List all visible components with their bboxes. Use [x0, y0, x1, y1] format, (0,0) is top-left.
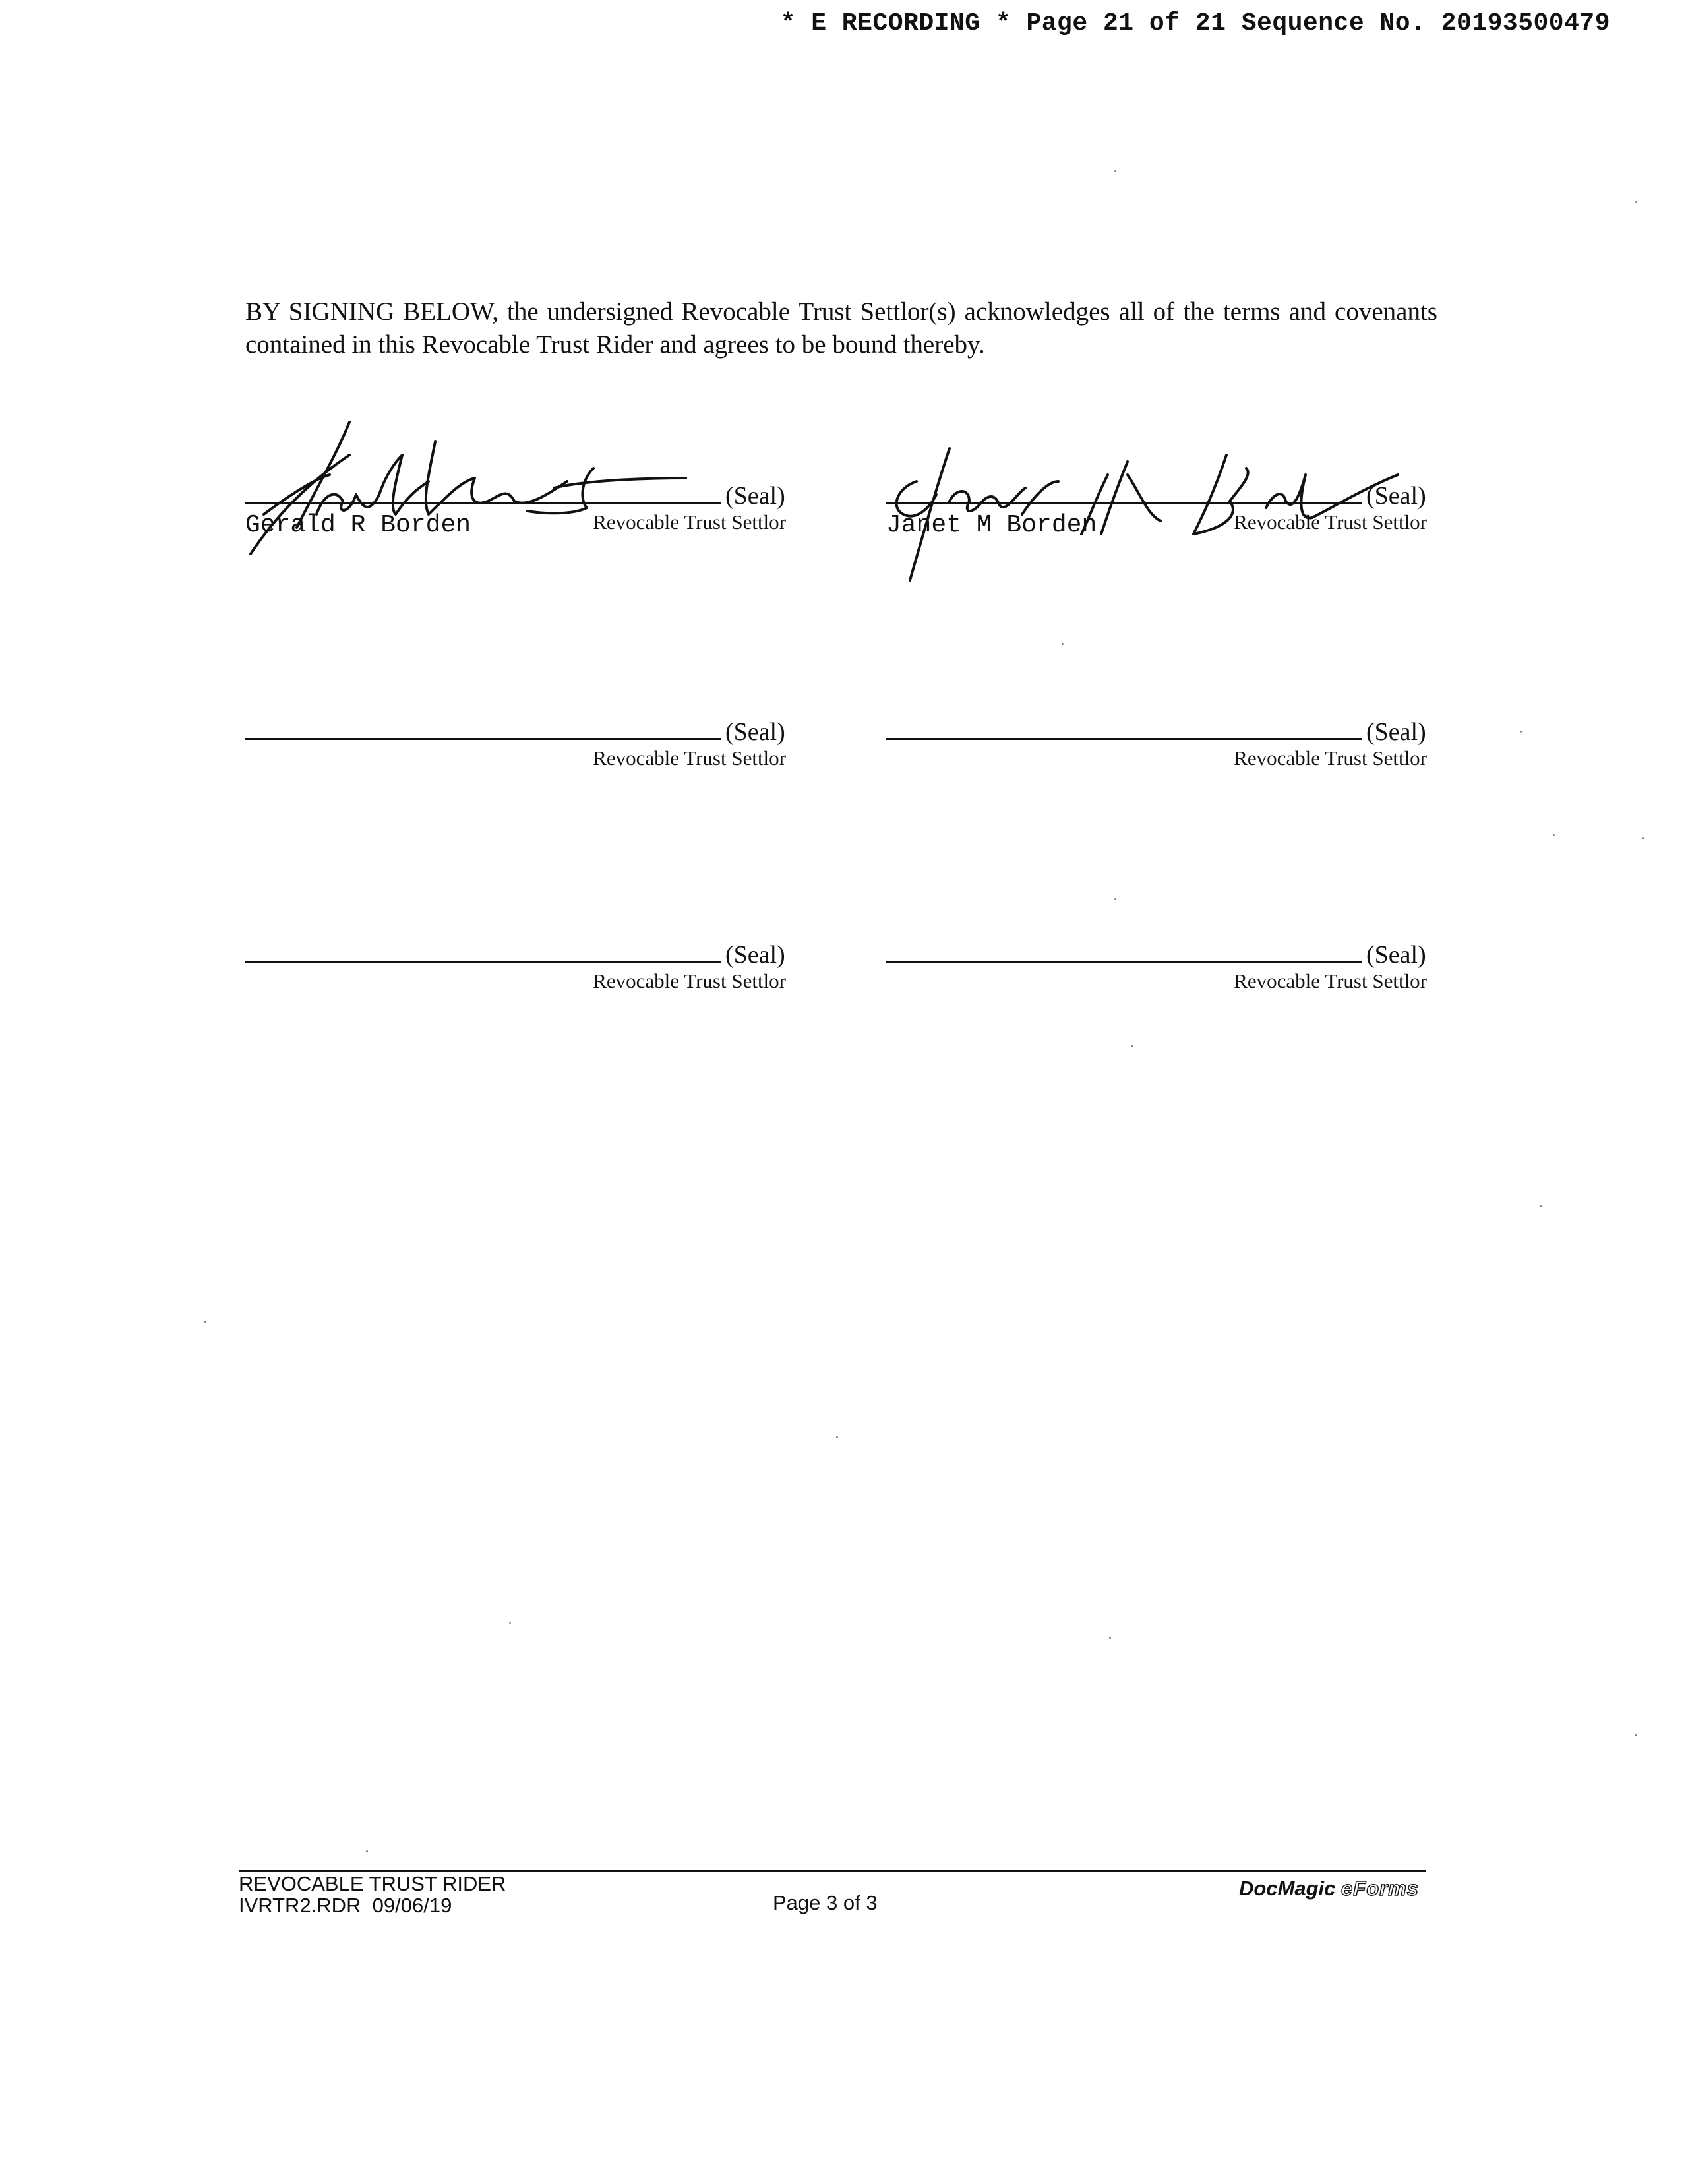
seal-label: (Seal)	[725, 482, 785, 510]
scan-speck	[1540, 1205, 1542, 1207]
scan-speck	[366, 1850, 368, 1852]
settlor-role-label: Revocable Trust Settlor	[593, 969, 786, 992]
scan-speck	[1114, 170, 1116, 172]
scan-speck	[1635, 201, 1637, 203]
footer-form-info	[239, 1873, 506, 1916]
scan-speck	[1109, 1637, 1111, 1639]
brand-name: DocMagic	[1238, 1877, 1336, 1900]
scan-speck	[509, 1622, 511, 1624]
signature-block-4	[886, 699, 1433, 791]
signature-block-3	[245, 699, 793, 791]
scan-speck	[1520, 731, 1522, 733]
scan-speck	[836, 1436, 838, 1438]
scan-speck	[1062, 643, 1064, 645]
settlor-role-label: Revocable Trust Settlor	[1234, 969, 1427, 992]
signature-line[interactable]	[886, 738, 1362, 740]
form-title: REVOCABLE TRUST RIDER	[239, 1872, 506, 1895]
seal-label: (Seal)	[1366, 482, 1426, 510]
signature-block-5	[245, 922, 793, 1014]
settlor-name: Janet M Borden	[886, 511, 1097, 539]
brand-suffix: eForms	[1341, 1877, 1419, 1900]
scan-speck	[1131, 1045, 1133, 1047]
seal-label: (Seal)	[1366, 718, 1426, 746]
page-number: Page 3 of 3	[773, 1891, 878, 1914]
settlor-role-label: Revocable Trust Settlor	[1234, 510, 1427, 533]
scan-speck	[1635, 1734, 1637, 1736]
signature-block-6	[886, 922, 1433, 1014]
docmagic-logo	[1239, 1877, 1419, 1900]
settlor-role-label: Revocable Trust Settlor	[1234, 746, 1427, 770]
signature-block-1	[245, 463, 793, 555]
settlor-name: Gerald R Borden	[245, 511, 471, 539]
settlor-role-label: Revocable Trust Settlor	[593, 510, 786, 533]
scan-speck	[204, 1321, 206, 1323]
signature-line[interactable]	[245, 738, 721, 740]
seal-label: (Seal)	[1366, 941, 1426, 969]
signature-line[interactable]	[245, 502, 721, 504]
signature-line[interactable]	[245, 961, 721, 963]
seal-label: (Seal)	[725, 718, 785, 746]
seal-label: (Seal)	[725, 941, 785, 969]
scan-speck	[1642, 837, 1644, 839]
scan-speck	[1553, 834, 1555, 836]
signature-block-2	[886, 463, 1433, 555]
signature-line[interactable]	[886, 502, 1362, 504]
settlor-role-label: Revocable Trust Settlor	[593, 746, 786, 770]
scan-speck	[1114, 898, 1116, 900]
form-code: IVRTR2.RDR 09/06/19	[239, 1894, 452, 1917]
recording-header: * E RECORDING * Page 21 of 21 Sequence No. 20193500479	[780, 9, 1610, 38]
acknowledgement-paragraph: BY SIGNING BELOW, the undersigned Revocable Trust Settlor(s) acknowledges all of the terms and covenants contained in this Revocable Trust Rider and agrees to be bound thereby.	[245, 297, 1437, 359]
signature-line[interactable]	[886, 961, 1362, 963]
